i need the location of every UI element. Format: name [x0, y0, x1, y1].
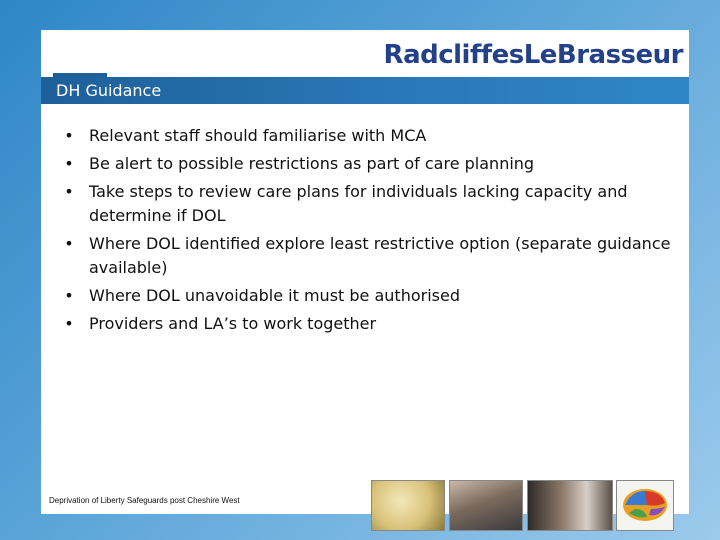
document-image [371, 480, 445, 531]
bullet-icon: • [64, 154, 74, 173]
slide-title: DH Guidance [56, 81, 162, 100]
bullet-item [59, 180, 679, 228]
bullet-text: Be alert to possible restrictions as part of care planning [89, 154, 535, 173]
title-bar-tab [53, 73, 107, 77]
bullet-text: Take steps to review care plans for individuals lacking capacity and determine if DOL [89, 182, 628, 225]
footer-caption: Deprivation of Liberty Safeguards post Cheshire West [49, 496, 240, 505]
brain-icon [621, 487, 669, 523]
bullet-text: Where DOL unavoidable it must be authorised [89, 286, 460, 305]
bullet-item [59, 312, 679, 336]
care-conversation-image [527, 480, 613, 531]
distressed-person-image [449, 480, 523, 531]
bullet-icon: • [64, 314, 74, 333]
bullet-list [59, 124, 679, 340]
bullet-item [59, 152, 679, 176]
title-bar [41, 77, 689, 104]
bullet-icon: • [64, 286, 74, 305]
bullet-icon: • [64, 126, 74, 145]
bullet-text: Providers and LA’s to work together [89, 314, 377, 333]
company-logo: RadcliffesLeBrasseur [383, 40, 683, 70]
bullet-item [59, 284, 679, 308]
brain-image [616, 480, 674, 531]
bullet-text: Relevant staff should familiarise with MCA [89, 126, 427, 145]
bullet-item [59, 124, 679, 148]
bullet-icon: • [64, 182, 74, 201]
slide [41, 30, 689, 514]
bullet-text: Where DOL identified explore least restrictive option (separate guidance available) [89, 234, 671, 277]
bullet-item [59, 232, 679, 280]
bullet-icon: • [64, 234, 74, 253]
